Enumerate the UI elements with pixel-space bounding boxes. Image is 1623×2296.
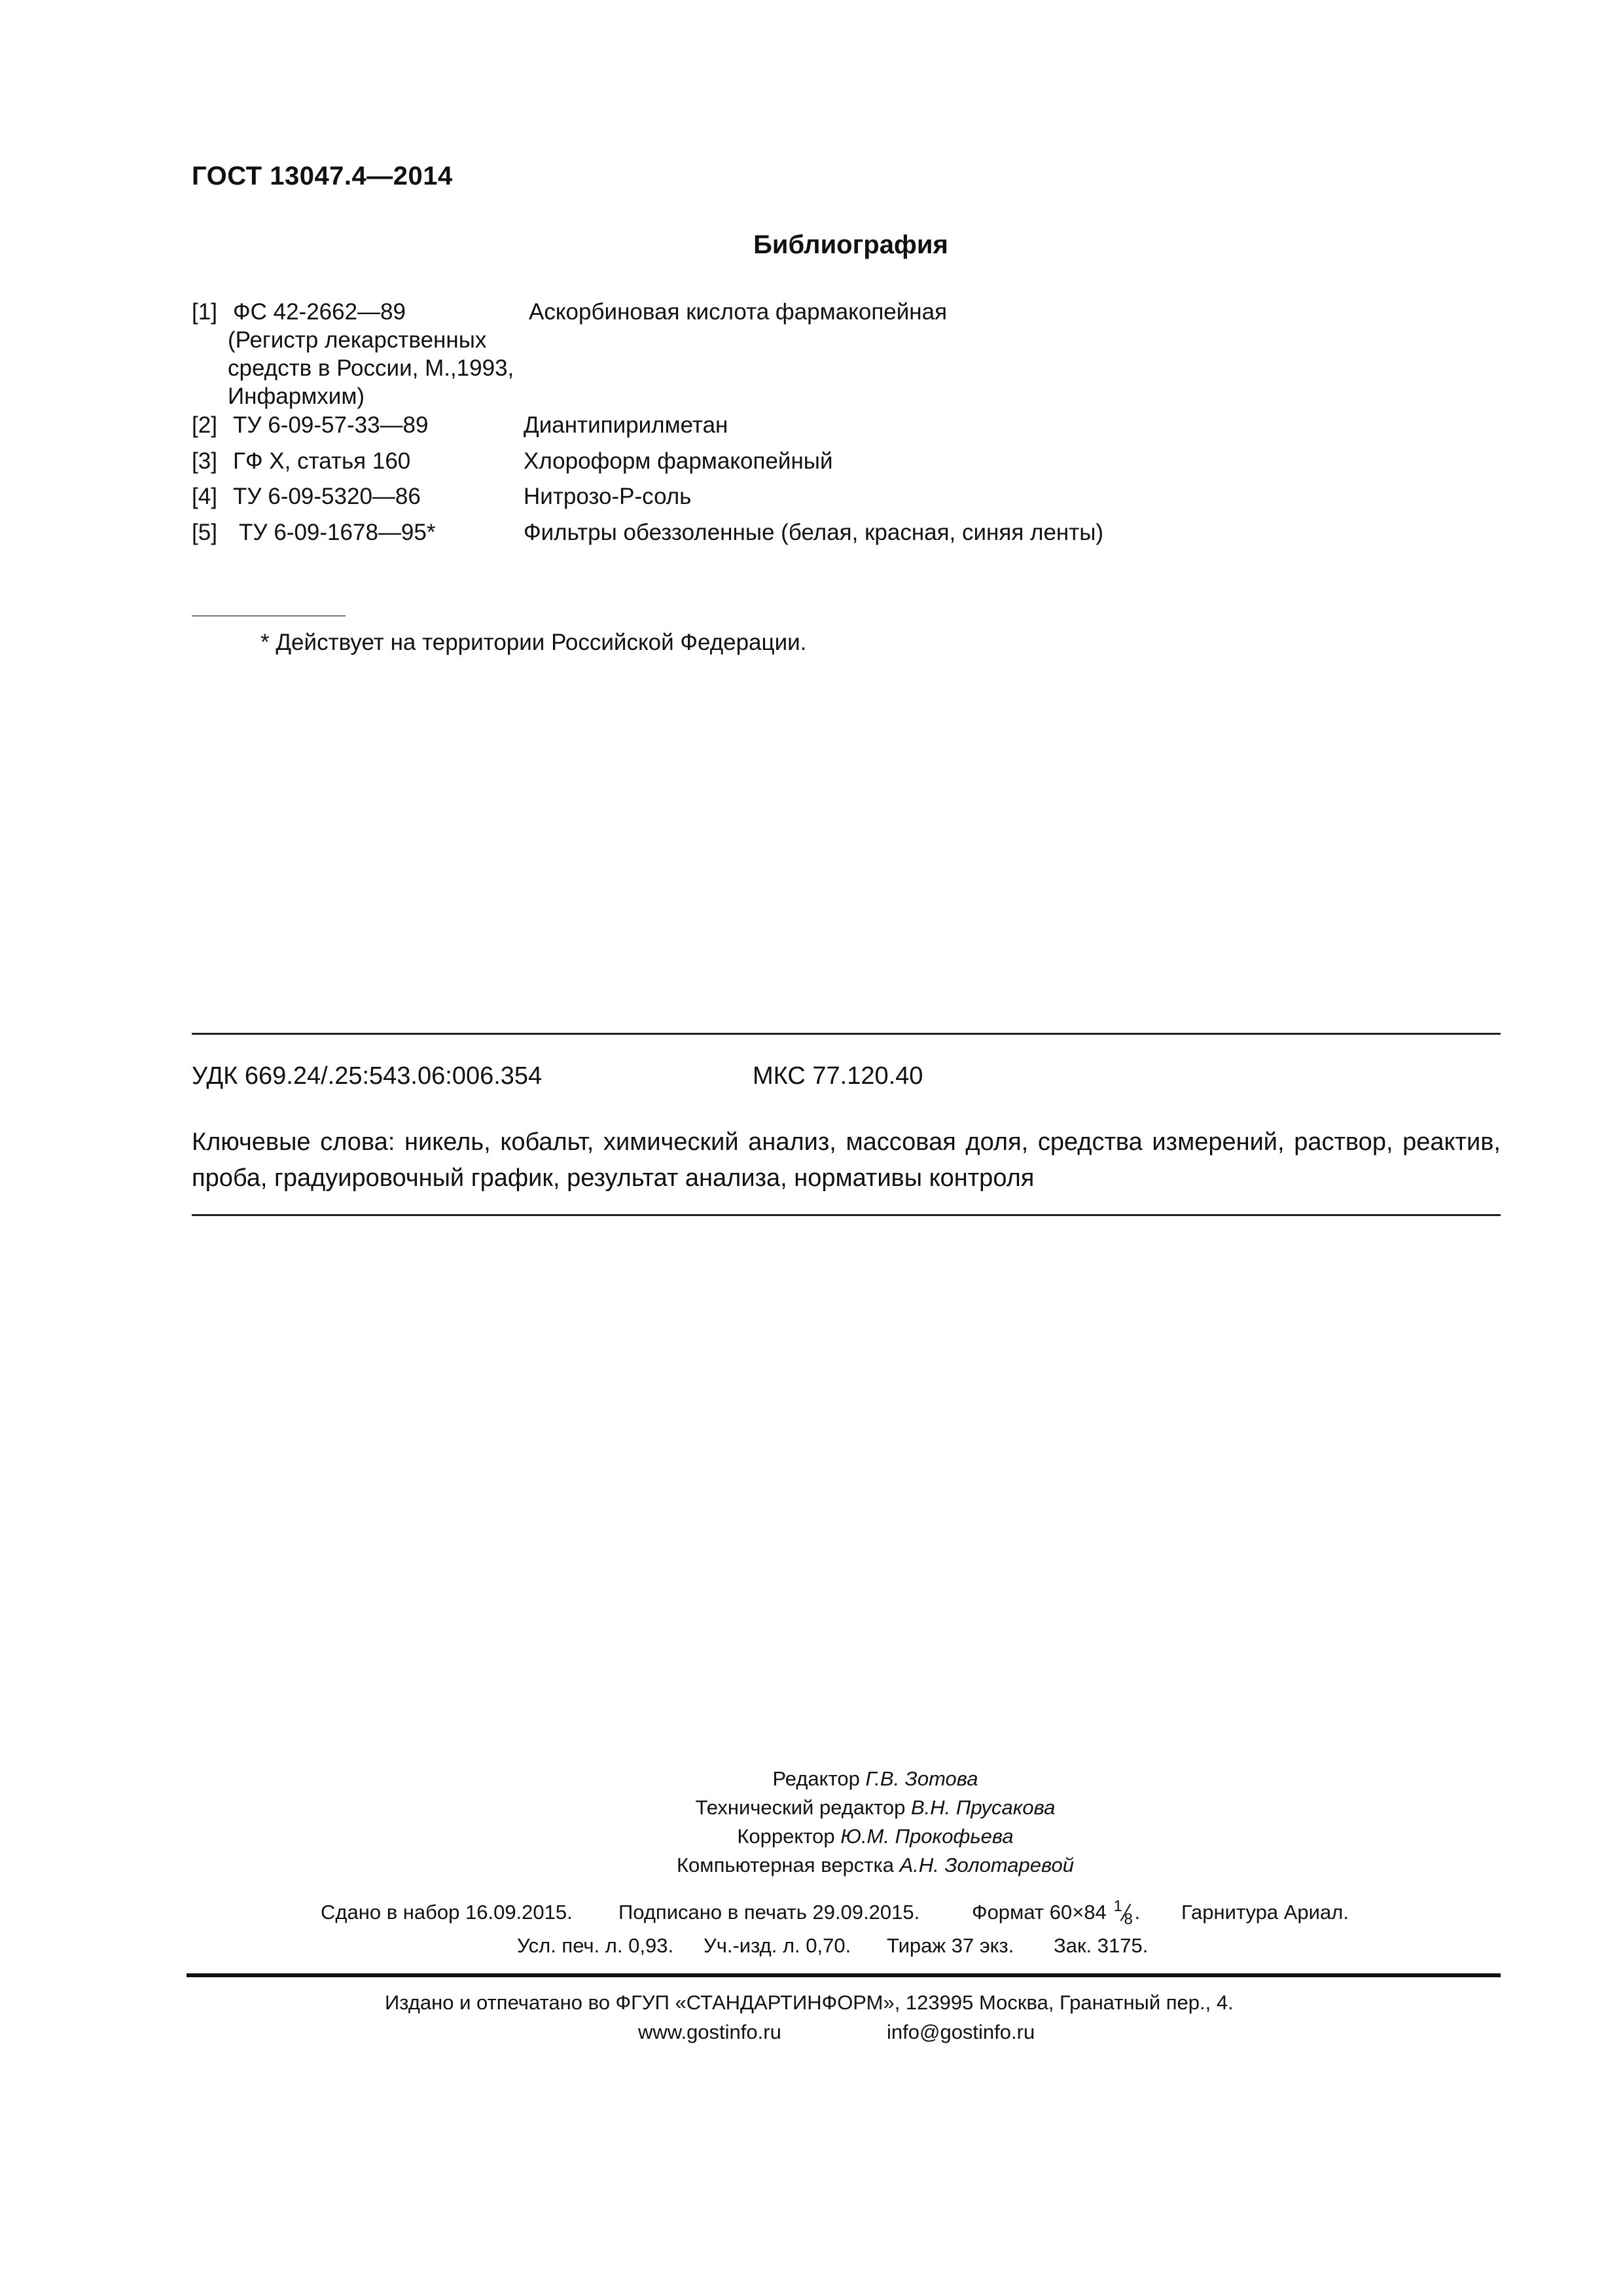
credit-name: Г.В. Зотова <box>865 1767 978 1790</box>
credit-editor <box>0 1767 1623 1791</box>
credit-label: Технический редактор <box>695 1796 906 1819</box>
circulation: Тираж 37 экз. <box>887 1934 1014 1957</box>
email-link[interactable]: info@gostinfo.ru <box>887 2020 1035 2043</box>
divider-thick <box>187 1973 1501 1977</box>
credit-layout <box>0 1854 1623 1877</box>
entry-code-line: (Регистр лекарственных <box>228 327 487 353</box>
credit-label: Компьютерная верстка <box>676 1854 894 1876</box>
entry-description: Хлороформ фармакопейный <box>524 448 833 474</box>
credit-name: В.Н. Прусакова <box>910 1796 1056 1819</box>
entry-code: ФС 42-2662—89 <box>233 299 406 325</box>
entry-number: [5] <box>192 520 217 545</box>
entry-code-line: Инфармхим) <box>228 384 365 409</box>
order-number: Зак. 3175. <box>1054 1934 1149 1957</box>
paper-format <box>972 1897 1141 1928</box>
entry-description: Аскорбиновая кислота фармакопейная <box>529 299 948 325</box>
keywords: Ключевые слова: никель, кобальт, химический анализ, массовая доля, средства измерений, раствор, реактив, проба, градуировочный график, результат анализа, нормативы контроля <box>192 1128 1501 1192</box>
footnote: * Действует на территории Российской Федерации. <box>260 630 807 655</box>
credit-name: А.Н. Золотаревой <box>899 1854 1075 1876</box>
fraction-denominator: 8 <box>1124 1910 1133 1928</box>
bibliography-title: Библиография <box>753 230 948 259</box>
entry-code: ТУ 6-09-5320—86 <box>233 484 421 509</box>
entry-number: [3] <box>192 448 217 474</box>
entry-code: ТУ 6-09-57-33—89 <box>233 412 429 438</box>
publisher-address: Издано и отпечатано во ФГУП «СТАНДАРТИНФОРМ», 123995 Москва, Гранатный пер., 4. <box>385 1991 1234 2014</box>
entry-code: ТУ 6-09-1678—95* <box>239 520 436 545</box>
entry-number: [2] <box>192 412 217 438</box>
website-link[interactable]: www.gostinfo.ru <box>638 2020 781 2043</box>
signed-to-print: Подписано в печать 29.09.2015. <box>618 1901 920 1924</box>
format-label: Формат 60×84 <box>972 1901 1107 1924</box>
entry-code-line: средств в России, М.,1993, <box>228 355 514 381</box>
typeface: Гарнитура Ариал. <box>1181 1901 1349 1924</box>
divider-bottom <box>192 1214 1501 1216</box>
entry-description: Диантипирилметан <box>524 412 728 438</box>
footnote-divider <box>192 615 346 617</box>
standard-code: ГОСТ 13047.4—2014 <box>192 162 453 190</box>
entry-code: ГФ Х, статья 160 <box>233 448 411 474</box>
udk-code: УДК 669.24/.25:543.06:006.354 <box>192 1062 543 1090</box>
credit-label: Редактор <box>772 1767 860 1790</box>
entry-description: Фильтры обеззоленные (белая, красная, синяя ленты) <box>524 520 1104 545</box>
format-fraction <box>1112 1897 1134 1928</box>
credit-name: Ю.М. Прокофьева <box>840 1825 1014 1848</box>
print-sheets: Усл. печ. л. 0,93. <box>517 1934 674 1957</box>
sent-to-print: Сдано в набор 16.09.2015. <box>321 1901 573 1924</box>
publishing-sheets: Уч.-изд. л. 0,70. <box>704 1934 851 1957</box>
credit-label: Корректор <box>737 1825 835 1848</box>
entry-number: [1] <box>192 299 217 325</box>
divider-top <box>192 1033 1501 1035</box>
mks-code: МКС 77.120.40 <box>753 1062 923 1090</box>
fraction-numerator: 1 <box>1113 1897 1122 1915</box>
entry-number: [4] <box>192 484 217 509</box>
credit-corrector <box>0 1825 1623 1848</box>
format-tail: . <box>1134 1901 1141 1924</box>
credit-tech-editor <box>0 1796 1623 1820</box>
entry-description: Нитрозо-Р-соль <box>524 484 692 509</box>
